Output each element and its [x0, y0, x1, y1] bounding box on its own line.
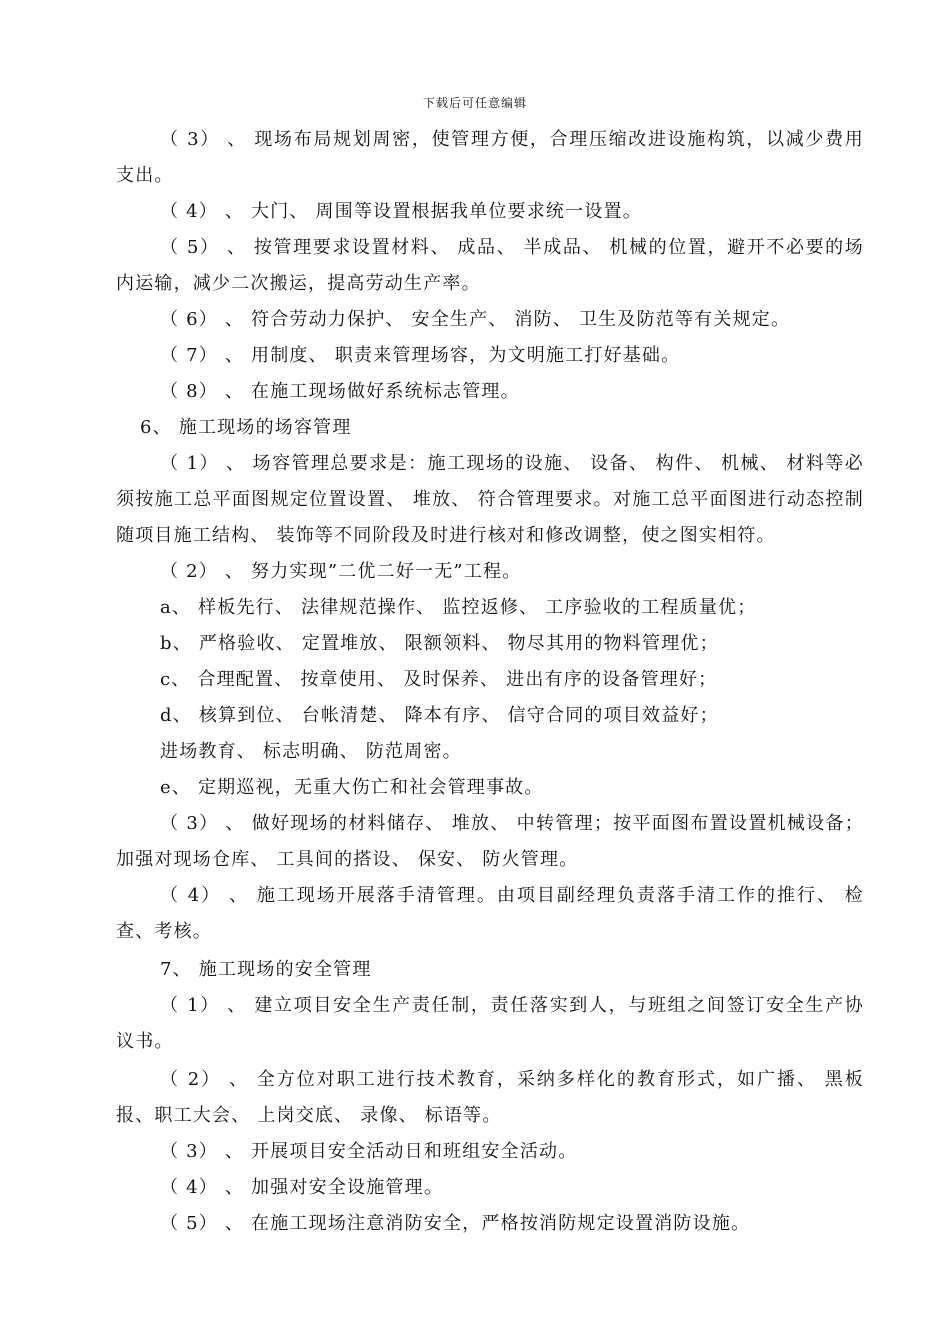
page-header: 下载后可任意编辑 [422, 96, 527, 110]
paragraph: （ 4） 、 施工现场开展落手清管理。由项目副经理负责落手清工作的推行、 检查、考核。 [116, 885, 864, 942]
paragraph: （ 5） 、 在施工现场注意消防安全，严格按消防规定设置消防设施。 [160, 1213, 751, 1234]
list-item: c、 合理配置、 按章使用、 及时保养、 进出有序的设备管理好； [160, 669, 718, 690]
list-item: e、 定期巡视，无重大伤亡和社会管理事故。 [160, 777, 544, 798]
list-item: a、 样板先行、 法律规范操作、 监控返修、 工序验收的工程质量优； [160, 597, 757, 618]
section-heading: 6、 施工现场的场容管理 [140, 417, 352, 438]
paragraph: （ 5） 、 按管理要求设置材料、 成品、 半成品、 机械的位置，避开不必要的场内运输，减少二次搬运，提高劳动生产率。 [116, 237, 864, 294]
paragraph: （ 3） 、 现场布局规划周密，使管理方便，合理压缩改进设施构筑，以减少费用支出。 [116, 129, 864, 186]
paragraph: （ 4） 、 大门、 周围等设置根据我单位要求统一设置。 [160, 201, 642, 222]
paragraph: （ 3） 、 做好现场的材料储存、 堆放、 中转管理；按平面图布置设置机械设备；加强对现场仓库、 工具间的搭设、 保安、 防火管理。 [116, 813, 864, 870]
list-item: b、 严格验收、 定置堆放、 限额领料、 物尽其用的物料管理优； [160, 633, 719, 654]
paragraph: （ 1） 、 建立项目安全生产责任制，责任落实到人，与班组之间签订安全生产协议书。 [116, 995, 864, 1052]
paragraph: （ 4） 、 加强对安全设施管理。 [160, 1177, 444, 1198]
paragraph: （ 7） 、 用制度、 职责来管理场容，为文明施工打好基础。 [160, 345, 681, 366]
section-heading: 7、 施工现场的安全管理 [160, 959, 372, 980]
list-item: d、 核算到位、 台帐清楚、 降本有序、 信守合同的项目效益好； [160, 705, 719, 726]
paragraph: （ 6） 、 符合劳动力保护、 安全生产、 消防、 卫生及防范等有关规定。 [160, 309, 791, 330]
paragraph: 进场教育、 标志明确、 防范周密。 [160, 741, 462, 762]
paragraph: （ 2） 、 努力实现”二优二好一无”工程。 [160, 561, 522, 582]
paragraph: （ 1） 、 场容管理总要求是：施工现场的设施、 设备、 构件、 机械、 材料等必须按施工总平面图规定位置设置、 堆放、 符合管理要求。对施工总平面图进行动态控制 随项目施工结构、 装饰等不同阶段及时进行核对和修改调整，使之图实相符。 [116, 453, 864, 546]
paragraph: （ 3） 、 开展项目安全活动日和班组安全活动。 [160, 1141, 578, 1162]
paragraph: （ 2） 、 全方位对职工进行技术教育，采纳多样化的教育形式，如广播、 黑板报、职工大会、 上岗交底、 录像、 标语等。 [116, 1069, 864, 1126]
paragraph: （ 8） 、 在施工现场做好系统标志管理。 [160, 381, 520, 402]
